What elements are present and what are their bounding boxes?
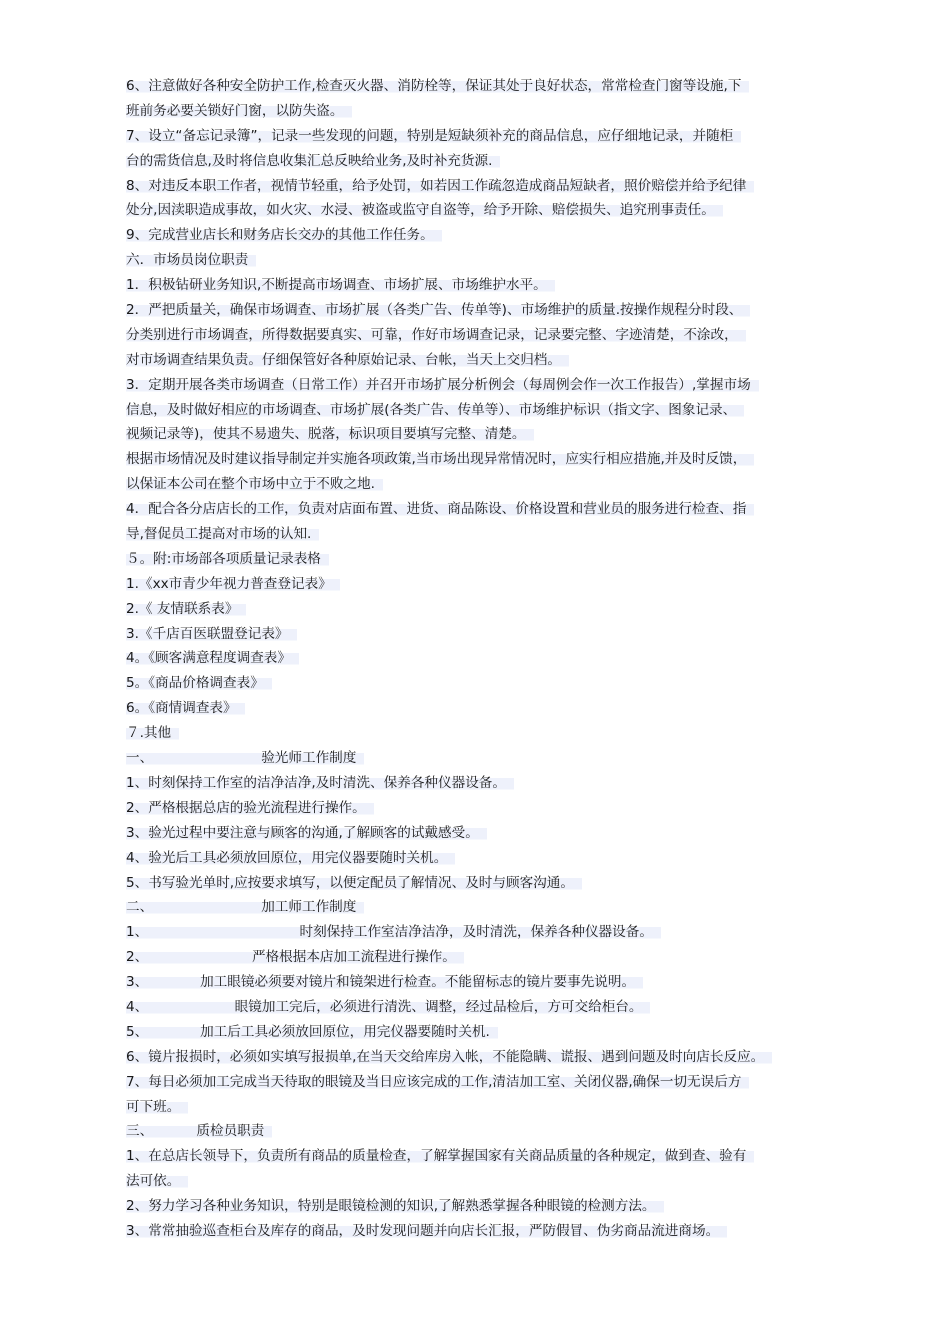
text-line — [126, 1070, 846, 1095]
text-line-content: 2．严把质量关，确保市场调查、市场扩展（各类广告、传单等)、市场维护的质量.按操作规程分时段、 — [126, 302, 750, 318]
text-line-content: 1.《xx市青少年视力普查登记表》 — [126, 576, 340, 592]
text-line — [126, 1045, 846, 1070]
text-line — [126, 920, 846, 945]
text-line-content: 5、 加工后工具必须放回原位，用完仪器要随时关机. — [126, 1024, 498, 1040]
text-line-content: 3、验光过程中要注意与顾客的沟通,了解顾客的试戴感受。 — [126, 825, 487, 841]
text-line-content: 6。《商情调查表》 — [126, 700, 245, 716]
text-line — [126, 995, 846, 1020]
text-line — [126, 298, 846, 323]
text-line-content: 6、镜片报损时，必须如实填写报损单,在当天交给库房入帐，不能隐瞒、谎报、遇到问题及时向店长反应。 — [126, 1049, 772, 1065]
text-line — [126, 597, 846, 622]
text-line-content: 班前务必要关锁好门窗，以防失盗。 — [126, 103, 352, 119]
text-line — [126, 1194, 846, 1219]
text-line — [126, 422, 846, 447]
text-line — [126, 99, 846, 124]
text-line — [126, 223, 846, 248]
text-line-content: 3、 加工眼镜必须要对镜片和镜架进行检查。不能留标志的镜片要事先说明。 — [126, 974, 643, 990]
text-line-content: 5。《商品价格调查表》 — [126, 675, 272, 691]
text-line — [126, 622, 846, 647]
text-line-content: 9、完成营业店长和财务店长交办的其他工作任务。 — [126, 227, 442, 243]
text-line — [126, 472, 846, 497]
text-line-content: 3．定期开展各类市场调查（日常工作）并召开市场扩展分析例会（每周例会作一次工作报告）,掌握市场 — [126, 377, 759, 393]
text-line-content: 六．市场员岗位职责 — [126, 252, 256, 268]
text-line — [126, 149, 846, 174]
text-line — [126, 796, 846, 821]
text-line-content: 7、设立“备忘记录簿”，记录一些发现的问题，特别是短缺须补充的商品信息，应仔细地记录，并随柜 — [126, 128, 741, 144]
text-line-content: 处分,因渎职造成事故，如火灾、水浸、被盗或监守自盗等，给予开除、赔偿损失、追究刑事责任。 — [126, 202, 723, 218]
text-line — [126, 74, 846, 99]
text-line — [126, 522, 846, 547]
text-line-content: 信息，及时做好相应的市场调查、市场扩展(各类广告、传单等）、市场维护标识（指文字、图象记录、 — [126, 402, 744, 418]
text-line — [126, 198, 846, 223]
text-line — [126, 398, 846, 423]
text-line-content: 台的需货信息,及时将信息收集汇总反映给业务,及时补充货源. — [126, 153, 500, 169]
text-line-content: 对市场调查结果负责。仔细保管好各种原始记录、台帐，当天上交归档。 — [126, 352, 569, 368]
text-line-content: 7、每日必须加工完成当天待取的眼镜及当日应该完成的工作,清洁加工室、关闭仪器,确保一切无误后方 — [126, 1074, 749, 1090]
text-line — [126, 696, 846, 721]
text-line-content: 2、严格根据总店的验光流程进行操作。 — [126, 800, 374, 816]
text-line-content: 6、注意做好各种安全防护工作,检查灭火器、消防栓等，保证其处于良好状态，常常检查门窗等设施,下 — [126, 78, 749, 94]
text-line-content: 二、 加工师工作制度 — [126, 899, 364, 915]
text-line — [126, 348, 846, 373]
text-line — [126, 871, 846, 896]
text-line — [126, 646, 846, 671]
text-line-content: 导,督促员工提高对市场的认知. — [126, 526, 319, 542]
text-line — [126, 821, 846, 846]
text-line — [126, 746, 846, 771]
text-line-content: 1．积极钻研业务知识,不断提高市场调查、市场扩展、市场维护水平。 — [126, 277, 555, 293]
text-line — [126, 1020, 846, 1045]
text-line-content: 4。《顾客满意程度调查表》 — [126, 650, 299, 666]
text-line-content: 1、 时刻保持工作室洁净洁净，及时清洗，保养各种仪器设备。 — [126, 924, 661, 940]
text-line — [126, 497, 846, 522]
text-line-content: 1、时刻保持工作室的洁净洁净,及时清洗、保养各种仪器设备。 — [126, 775, 514, 791]
text-line-content: 3、常常抽验巡查柜台及库存的商品，及时发现问题并向店长汇报，严防假冒、伪劣商品流进商场。 — [126, 1223, 727, 1239]
text-line-content: 5、书写验光单时,应按要求填写，以便定配员了解情况、及时与顾客沟通。 — [126, 875, 582, 891]
text-line — [126, 447, 846, 472]
text-line-content: 4．配合各分店店长的工作，负责对店面布置、进货、商品陈设、价格设置和营业员的服务进行检查、指 — [126, 501, 754, 517]
text-line — [126, 846, 846, 871]
text-line-content: 2、努力学习各种业务知识，特别是眼镜检测的知识,了解熟悉掌握各种眼镜的检测方法。 — [126, 1198, 664, 1214]
text-line-content: 分类别进行市场调查，所得数据要真实、可靠，作好市场调查记录，记录要完整、字迹清楚，不涂改， — [126, 327, 746, 343]
text-line — [126, 721, 846, 746]
text-line-content: ５。附:市场部各项质量记录表格 — [126, 551, 329, 567]
text-line — [126, 1119, 846, 1144]
text-line-content: 4、 眼镜加工完后，必须进行清洗、调整，经过品检后，方可交给柜台。 — [126, 999, 650, 1015]
text-line-content: 根据市场情况及时建议指导制定并实施各项政策,当市场出现异常情况时，应实行相应措施,并及时反馈， — [126, 451, 754, 467]
text-line — [126, 248, 846, 273]
text-line — [126, 671, 846, 696]
text-line — [126, 572, 846, 597]
text-line — [126, 273, 846, 298]
text-line-content: 一、 验光师工作制度 — [126, 750, 364, 766]
text-line — [126, 174, 846, 199]
document-body — [126, 74, 846, 1244]
text-line-content: 法可依。 — [126, 1173, 188, 1189]
text-line-content: 4、验光后工具必须放回原位，用完仪器要随时关机。 — [126, 850, 455, 866]
text-line — [126, 771, 846, 796]
text-line-content: 8、对违反本职工作者，视情节轻重，给予处罚，如若因工作疏忽造成商品短缺者，照价赔偿并给予纪律 — [126, 178, 754, 194]
text-line-content: 视频记录等)，使其不易遗失、脱落，标识项目要填写完整、清楚。 — [126, 426, 534, 442]
text-line — [126, 895, 846, 920]
text-line — [126, 124, 846, 149]
text-line — [126, 1144, 846, 1169]
text-line-content: 1、在总店长领导下，负责所有商品的质量检查，了解掌握国家有关商品质量的各种规定，做到查、验有 — [126, 1148, 754, 1164]
text-line-content: 2、 严格根据本店加工流程进行操作。 — [126, 949, 464, 965]
text-line — [126, 945, 846, 970]
text-line — [126, 373, 846, 398]
text-line-content: 三、 质检员职责 — [126, 1123, 272, 1139]
text-line — [126, 1169, 846, 1194]
text-line-content: 3.《千店百医联盟登记表》 — [126, 626, 297, 642]
text-line-content: 可下班。 — [126, 1099, 188, 1115]
text-line — [126, 547, 846, 572]
text-line-content: ７.其他 — [126, 725, 179, 741]
text-line — [126, 323, 846, 348]
text-line-content: 2.《 友情联系表》 — [126, 601, 246, 617]
text-line — [126, 970, 846, 995]
text-line — [126, 1095, 846, 1120]
text-line-content: 以保证本公司在整个市场中立于不败之地. — [126, 476, 383, 492]
text-line — [126, 1219, 846, 1244]
